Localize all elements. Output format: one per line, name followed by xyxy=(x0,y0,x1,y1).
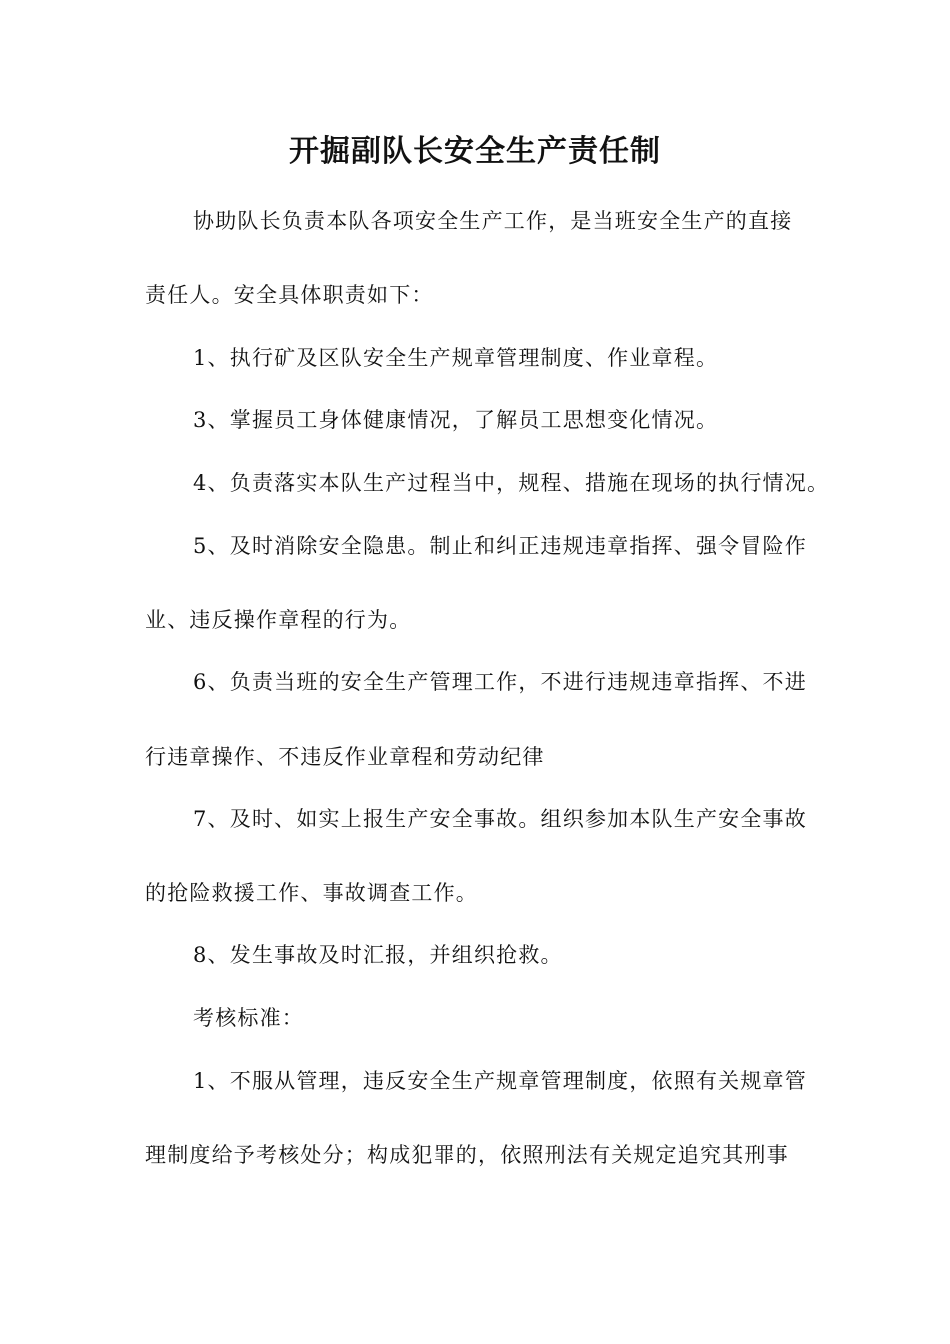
duty-item-1: 1、执行矿及区队安全生产规章管理制度、作业章程。 xyxy=(193,346,719,370)
duty-intro-line-1: 协助队长负责本队各项安全生产工作，是当班安全生产的直接 xyxy=(193,209,793,233)
duty-item-7-line-2: 的抢险救援工作、事故调查工作。 xyxy=(145,881,478,905)
duty-item-6-line-2: 行违章操作、不违反作业章程和劳动纪律 xyxy=(145,745,545,769)
duty-item-3: 3、掌握员工身体健康情况，了解员工思想变化情况。 xyxy=(193,408,719,432)
duty-item-5-line-2: 业、违反操作章程的行为。 xyxy=(145,608,412,632)
duty-item-6-line-1: 6、负责当班的安全生产管理工作，不进行违规违章指挥、不进 xyxy=(193,670,807,694)
duty-item-4: 4、负责落实本队生产过程当中，规程、措施在现场的执行情况。 xyxy=(193,471,830,495)
duty-intro-line-2: 责任人。安全具体职责如下： xyxy=(145,283,434,307)
assessment-heading: 考核标准： xyxy=(193,1006,304,1030)
document-title: 开掘副队长安全生产责任制 xyxy=(289,134,661,169)
assessment-item-1-line-1: 1、不服从管理，违反安全生产规章管理制度，依照有关规章管 xyxy=(193,1069,807,1093)
duty-item-5-line-1: 5、及时消除安全隐患。制止和纠正违规违章指挥、强令冒险作 xyxy=(193,534,807,558)
duty-item-7-line-1: 7、及时、如实上报生产安全事故。组织参加本队生产安全事故 xyxy=(193,807,807,831)
assessment-item-1-line-2: 理制度给予考核处分；构成犯罪的，依照刑法有关规定追究其刑事 xyxy=(145,1143,789,1167)
duty-item-8: 8、发生事故及时汇报，并组织抢救。 xyxy=(193,943,563,967)
